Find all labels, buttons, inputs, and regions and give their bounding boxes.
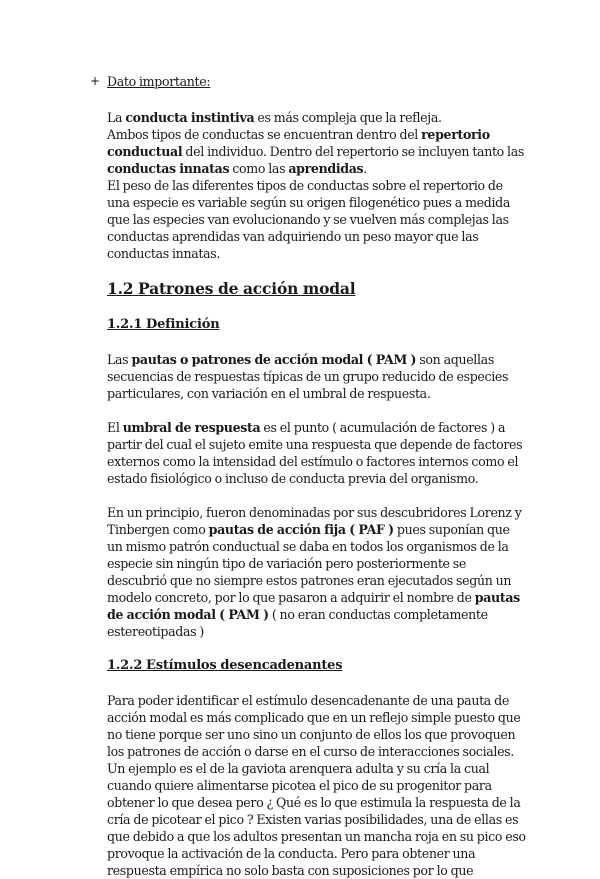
text-run: es más compleja que la refleja. <box>254 110 442 125</box>
section-heading-1-2: 1.2 Patrones de acción modal <box>107 279 356 298</box>
stimuli-paragraph-2: Un ejemplo es el de la gaviota arenquera adulta y su cría la cual cuando quiere alimentarse picotea el pico de su progenitor para obtener lo que desea pero ¿ Qué es lo que estimula la respuesta de la cría de picotear el pico ? Existen varias posibilidades, una de ellas es que debido a que los adultos presentan un mancha roja en su pico eso provoque la activación de la conducta. Pero para obtener una respuesta empírica no solo basta con suposiciones por lo que <box>107 761 526 878</box>
text-run: como las <box>229 161 289 176</box>
plus-bullet-icon: + <box>90 74 100 88</box>
text-run: es el punto ( acumulación de factores ) a partir del cual el sujeto emite una respuesta que depende de factores externos como la intensidad del estímulo o factores internos como el estado fisiológico o incluso de conducta previa del organismo. <box>107 420 523 486</box>
bold-term: conducta instintiva <box>125 110 255 125</box>
important-note-item <box>90 73 527 90</box>
text-run: En un principio, fueron denominadas por sus descubridores Lorenz y Tinbergen como <box>107 505 522 537</box>
text-run: Ambos tipos de conductas se encuentran dentro del <box>107 127 422 142</box>
text-run: pues suponían que un mismo patrón conductual se daba en todos los organismos de la especie sin ningún tipo de variación pero posteriormente se descubrió que no siempre estos patrones eran ejecutados según un modelo concreto, por lo que pasaron a adquirir el nombre de <box>107 522 512 605</box>
intro-paragraph-2 <box>107 126 527 177</box>
bold-term: pautas de acción fija ( PAF ) <box>208 522 394 537</box>
definition-paragraph-3 <box>107 504 527 640</box>
bold-term: repertorio conductual <box>107 127 490 159</box>
text-run: . <box>363 161 367 176</box>
bold-term: aprendidas <box>288 161 364 176</box>
bold-term: pautas de acción modal ( PAM ) <box>107 590 520 622</box>
text-run: El <box>107 420 123 435</box>
stimuli-paragraph-1: Para poder identificar el estímulo desencadenante de una pauta de acción modal es más complicado que en un reflejo simple puesto que no tiene porque ser uno sino un conjunto de ellos los que provoquen los patrones de acción o darse en el curso de interacciones sociales. <box>107 693 521 759</box>
intro-paragraph-3: El peso de las diferentes tipos de conductas sobre el repertorio de una especie es variable según su origen filogenético pues a medida que las especies van evolucionando y se vuelven más complejas las conductas aprendidas van adquiriendo un peso mayor que las conductas innatas. <box>107 178 511 261</box>
section-heading-1-2-2: 1.2.2 Estímulos desencadenantes <box>107 658 343 673</box>
document-body <box>90 73 527 879</box>
bold-term: umbral de respuesta <box>122 420 261 435</box>
bold-term: conductas innatas <box>107 161 230 176</box>
text-run: Las <box>107 352 132 367</box>
important-note-label: Dato importante: <box>107 74 211 89</box>
text-run: del individuo. Dentro del repertorio se incluyen tanto las <box>182 144 525 159</box>
text-run: La <box>107 110 126 125</box>
bold-term: pautas o patrones de acción modal ( PAM ) <box>131 352 417 367</box>
definition-paragraph-2 <box>107 419 527 487</box>
text-run: ( no eran conductas completamente estereotipadas ) <box>107 607 488 639</box>
section-heading-1-2-1: 1.2.1 Definición <box>107 317 220 332</box>
definition-paragraph-1 <box>107 351 527 402</box>
intro-paragraph-1 <box>107 109 527 126</box>
text-run: son aquellas secuencias de respuestas típicas de un grupo reducido de especies particulares, con variación en el umbral de respuesta. <box>107 352 509 401</box>
